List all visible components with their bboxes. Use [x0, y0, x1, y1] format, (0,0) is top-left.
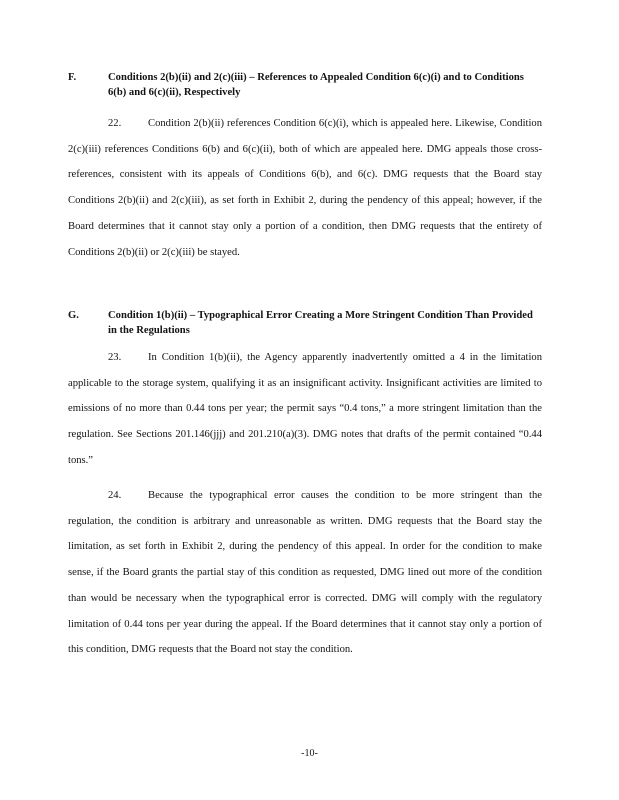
paragraph-24 — [68, 483, 542, 663]
paragraph-23 — [68, 345, 542, 474]
paragraph-number: 23. — [108, 352, 122, 363]
paragraph-number: 24. — [108, 490, 122, 501]
paragraph-text: In Condition 1(b)(ii), the Agency apparently inadvertently omitted a 4 in the limitation applicable to the storage system, qualifying it as an insignificant activity. Insignificant activities are limited to emissions of no more than 0.44 tons per year; the permit says “0.4 tons,” a more stringent limitation than the regulation. See Sections 201.146(jjj) and 201.210(a)(3). DMG notes that drafts of the permit contained “0.44 tons.” — [68, 352, 542, 466]
paragraph-text: Condition 2(b)(ii) references Condition 6(c)(i), which is appealed here. Likewise, Condition 2(c)(iii) references Conditions 6(b) and 6(c)(ii), both of which are appealed here. DMG appeals those cross-references, consistent with its appeals of Conditions 6(b), and 6(c). DMG requests that the Board stay Conditions 2(b)(ii) and 2(c)(iii), as set forth in Exhibit 2, during the pendency of this appeal; however, if the Board determines that it cannot stay only a portion of a condition, then DMG requests that the entirety of Conditions 2(b)(ii) or 2(c)(iii) be stayed. — [68, 118, 542, 258]
paragraph-text: Because the typographical error causes the condition to be more stringent than the regulation, the condition is arbitrary and unreasonable as written. DMG requests that the Board stay the limitation, as set forth in Exhibit 2, during the pendency of this appeal. In order for the condition to make sense, if the Board grants the partial stay of this condition as requested, DMG lined out more of the condition than would be necessary when the typographical error is corrected. DMG will comply with the regulatory limitation of 0.44 tons per year during the appeal. If the Board determines that it cannot stay only a portion of this condition, DMG requests that the Board not stay the condition. — [68, 490, 542, 656]
section-title: Conditions 2(b)(ii) and 2(c)(iii) – References to Appealed Condition 6(c)(i) and to Conditions 6(b) and 6(c)(ii), Respectively — [108, 72, 524, 98]
section-letter: F. — [68, 72, 77, 83]
paragraph-number: 22. — [108, 118, 122, 129]
section-title: Condition 1(b)(ii) – Typographical Error Creating a More Stringent Condition Than Provided in the Regulations — [108, 310, 533, 336]
paragraph-22 — [68, 111, 542, 265]
section-letter: G. — [68, 310, 79, 321]
page-number: -10- — [301, 748, 318, 759]
